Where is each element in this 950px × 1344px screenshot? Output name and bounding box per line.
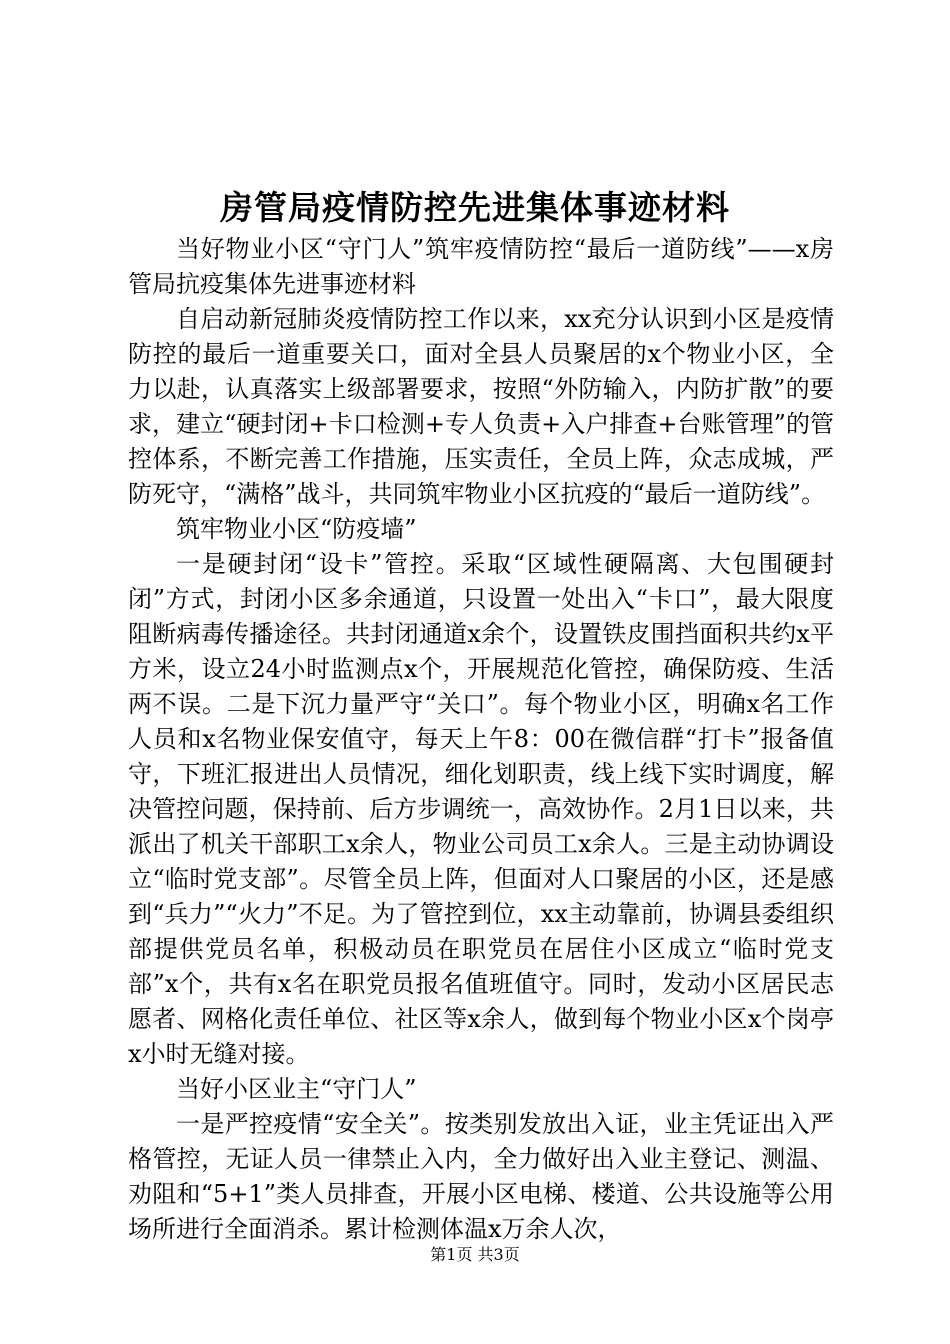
body-paragraph: 一是硬封闭“设卡”管控。采取“区域性硬隔离、大包围硬封闭”方式，封闭小区多余通道，只设置一处出入“卡口”，最大限度阻断病毒传播途径。共封闭通道x余个，设置铁皮围挡面积共约x平方米，设立24小时监测点x个，开展规范化管控，确保防疫、生活两不误。二是下沉力量严守“关口”。每个物业小区，明确x名工作人员和x名物业保安值守，每天上午8：00在微信群“打卡”报备值守，下班汇报进出人员情况，细化划职责，线上线下实时调度，解决管控问题，保持前、后方步调统一，高效协作。2月1日以来，共派出了机关干部职工x余人，物业公司员工x余人。三是主动协调设立“临时党支部”。尽管全员上阵，但面对人口聚居的小区，还是感到“兵力”“火力”不足。为了管控到位，xx主动靠前，协调县委组织部提供党员名单，积极动员在职党员在居住小区成立“临时党支部”x个，共有x名在职党员报名值班值守。同时，发动小区居民志愿者、网格化责任单位、社区等x余人，做到每个物业小区x个岗亭x小时无缝对接。: [128, 550, 834, 1068]
subtitle-paragraph: 当好物业小区“守门人”筑牢疫情防控“最后一道防线”——x房管局抗疫集体先进事迹材料: [128, 235, 834, 298]
section-heading: 当好小区业主“守门人”: [176, 1075, 417, 1103]
body-paragraph: 自启动新冠肺炎疫情防控工作以来，xx充分认识到小区是疫情防控的最后一道重要关口，面对全县人员聚居的x个物业小区，全力以赴，认真落实上级部署要求，按照“外防输入，内防扩散”的要求，建立“硬封闭+卡口检测+专人负责+入户排查+台账管理”的管控体系，不断完善工作措施，压实责任，全员上阵，众志成城，严防死守，“满格”战斗，共同筑牢物业小区抗疫的“最后一道防线”。: [128, 305, 834, 508]
document-title: 房管局疫情防控先进集体事迹材料: [220, 188, 730, 227]
section-heading: 筑牢物业小区“防疫墙”: [176, 515, 417, 543]
document-body: [128, 232, 834, 1247]
body-paragraph: 一是严控疫情“安全关”。按类别发放出入证，业主凭证出入严格管控，无证人员一律禁止入内，全力做好出入业主登记、测温、劝阻和“5+1”类人员排查，开展小区电梯、楼道、公共设施等公用场所进行全面消杀。累计检测体温x万余人次，: [128, 1110, 834, 1243]
page-footer: 第1页 共3页: [430, 1245, 520, 1264]
